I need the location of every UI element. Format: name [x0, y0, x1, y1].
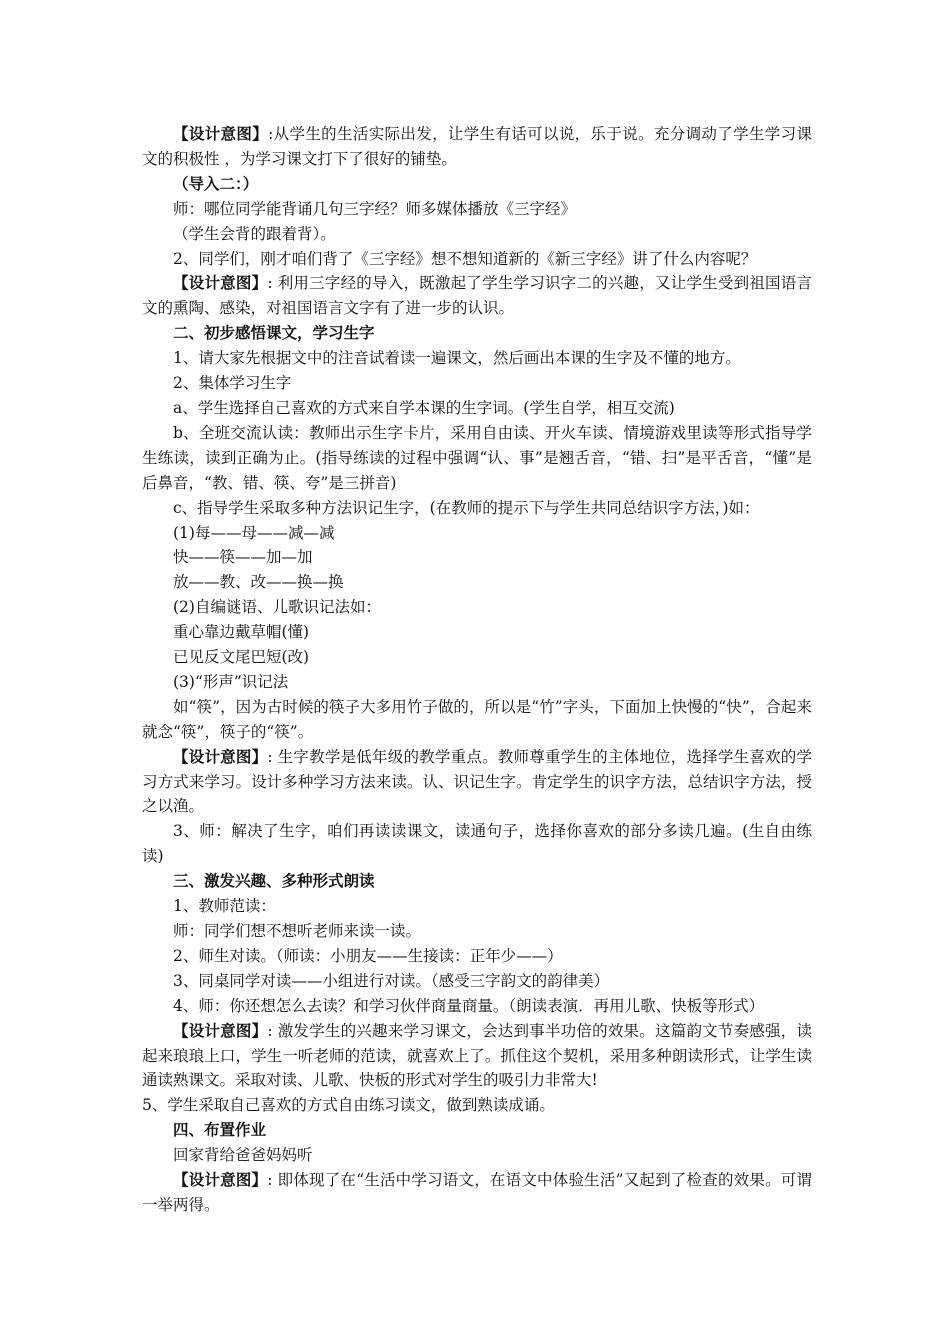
design-intent-paragraph: 【设计意图】: 即体现了在“生活中学习语文，在语文中体验生活”又起到了检查的效果。可谓一举两得。: [142, 1170, 812, 1214]
paragraph: c、指导学生采取多种方法识记生字，(在教师的提示下与学生共同总结识字方法，)如：: [173, 498, 760, 517]
design-intent-label: 【设计意图】: [173, 746, 268, 766]
design-intent-paragraph: 【设计意图】: 激发学生的兴趣来学习课文，会达到事半功倍的效果。这篇韵文节奏感强，读起来琅琅上口，学生一听老师的范读，就喜欢上了。抓住这个契机，采用多种朗读形式，让学生读通读熟课文。采取对读、儿歌、快板的形式对学生的吸引力非常大!: [142, 1020, 812, 1090]
paragraph: (1)每——母——减—减: [173, 523, 335, 542]
paragraph: 4、师：你还想怎么去读？和学习伙伴商量商量。（朗读表演．再用儿歌、快板等形式）: [173, 996, 765, 1015]
design-intent-paragraph: 【设计意图】:从学生的生活实际出发，让学生有话可以说，乐于说。充分调动了学生学习课文的积极性 ，为学习课文打下了很好的铺垫。: [142, 124, 812, 168]
paragraph: 快——筷——加—加: [173, 548, 313, 567]
document-body: [142, 122, 812, 1218]
design-intent-label: 【设计意图】: [173, 124, 269, 143]
paragraph: 5、学生采取自己喜欢的方式自由练习读文，做到熟读成诵。: [142, 1096, 555, 1115]
paragraph: 1、教师范读：: [173, 897, 276, 916]
section-heading: 二、初步感悟课文，学习生字: [173, 323, 375, 343]
design-intent-label: 【设计意图】: [173, 1020, 268, 1040]
design-intent-paragraph: 【设计意图】: 利用三字经的导入，既激起了学生学习识字二的兴趣，又让学生受到祖国语言文的熏陶、感染，对祖国语言文字有了进一步的认识。: [142, 273, 812, 318]
paragraph: (3)“形声”识记法: [173, 672, 289, 691]
paragraph: 2、集体学习生字: [173, 374, 292, 393]
paragraph: 2、同学们，刚才咱们背了《三字经》想不想知道新的《新三字经》讲了什么内容呢？: [173, 249, 757, 268]
paragraph: (2)自编谜语、儿歌识记法如：: [173, 598, 381, 617]
paragraph: 师：哪位同学能背诵几句三字经？师多媒体播放《三字经》: [173, 199, 577, 218]
paragraph: 如“筷”，因为古时候的筷子大多用竹子做的，所以是“竹”字头，下面加上快慢的“快”，合起来就念“筷”，筷子的“筷”。: [142, 697, 812, 741]
section-heading: 三、激发兴趣、多种形式朗读: [173, 871, 375, 891]
paragraph: 重心靠边戴草帽(懂): [173, 623, 310, 642]
paragraph: a、学生选择自己喜欢的方式来自学本课的生字词。(学生自学，相互交流): [173, 398, 675, 417]
paragraph: 回家背给爸爸妈妈听: [173, 1146, 313, 1165]
paragraph: 师：同学们想不想听老师来读一读。: [173, 922, 422, 940]
paragraph: 3、同桌同学对读——小组进行对读。（感受三字韵文的韵律美）: [173, 971, 610, 990]
intro-two-heading: （导入二：）: [173, 173, 259, 193]
design-intent-paragraph: 【设计意图】: 生字教学是低年级的教学重点。教师尊重学生的主体地位，选择学生喜欢的学习方式来学习。设计多种学习方法来读。认、识记生字。肯定学生的识字方法，总结识字方法，授之以渔。: [142, 746, 812, 816]
paragraph: 已见反文尾巴短(改): [173, 648, 310, 667]
design-intent-label: 【设计意图】: [173, 273, 268, 293]
section-heading: 四、布置作业: [173, 1120, 267, 1140]
paragraph: b、全班交流认读：教师出示生字卡片，采用自由读、开火车读、情境游戏里读等形式指导学生练读，读到正确为止。(指导练读的过程中强调“认、事”是翘舌音，“错、扫”是平舌音，“懂”是后鼻音，“教、错、筷、夸”是三拼音): [142, 423, 812, 492]
paragraph: 1、请大家先根据文中的注音试着读一遍课文，然后画出本课的生字及不懂的地方。: [173, 349, 741, 368]
paragraph: 3、师：解决了生字，咱们再读读课文，读通句子，选择你喜欢的部分多读几遍。(生自由练读): [142, 822, 812, 866]
paragraph: （学生会背的跟着背）。: [173, 224, 336, 243]
paragraph: 放——教、改——换—换: [173, 573, 344, 592]
paragraph: 2、师生对读。（师读：小朋友——生接读：正年少——）: [173, 946, 563, 965]
design-intent-label: 【设计意图】: [173, 1170, 268, 1190]
